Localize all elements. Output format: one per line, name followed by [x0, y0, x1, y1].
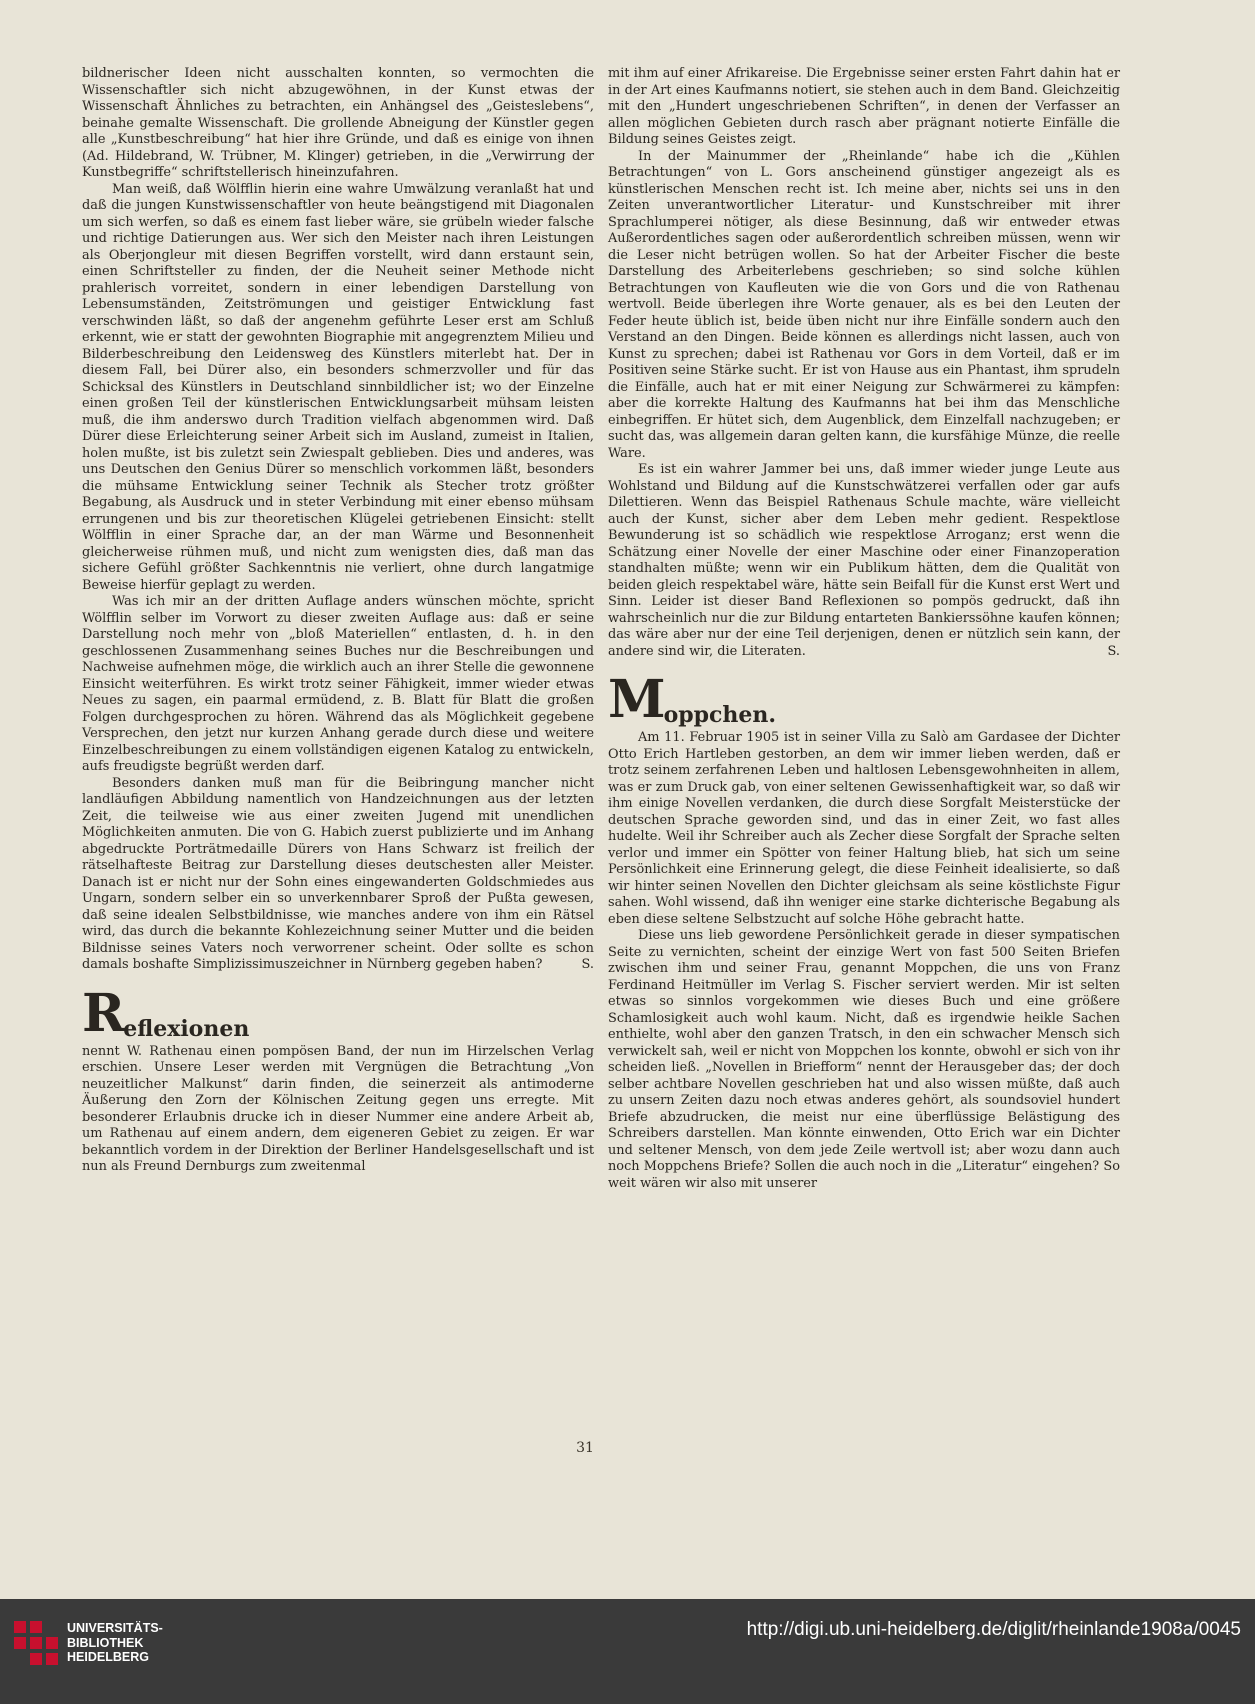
paragraph: Diese uns lieb gewordene Persönlichkeit gerade in dieser sympatischen Seite zu vernichten, scheint der einzige Wert von fast 500 Seiten Briefen zwischen ihm und seiner Frau, genannt Moppchen, die uns von Franz Ferdinand Heitmüller im Verlag S. Fischer serviert werden. Mir ist selten etwas so sinnlos vorgekommen wie dieses Buch und eine größere Schamlosigkeit auch wohl kaum. Nicht, daß es irgendwie heikle Sachen enthielte, wohl aber den ganzen Tratsch, in den ein schwacher Mensch sich verwickelt sah, weil er nicht von Moppchen los konnte, obwohl er sich von ihr scheiden ließ. „Novellen in Briefform“ nennt der Herausgeber das; der doch selber achtbare Novellen geschrieben hat und also wissen müßte, daß auch zu unsern Zeiten dazu noch etwas anderes gehört, als soundsoviel hundert Briefe abzudrucken, die meist nur eine überflüssige Belästigung des Schreibers darstellen. Man könnte einwenden, Otto Erich war ein Dichter und seltener Mensch, von dem jede Zeile wertvoll ist; aber wozu dann auch noch Moppchens Briefe? Sollen die auch noch in die „Literatur“ eingehen? So weit wären wir also mit unserer	[608, 928, 1120, 1191]
author-signature: S.	[581, 957, 594, 972]
paragraph: nennt W. Rathenau einen pompösen Band, der nun im Hirzelschen Verlag erschien. Unsere Leser werden mit Vergnügen die Betrachtung „Von neuzeitlicher Malkunst“ darin finden, die seinerzeit als antimoderne Äußerung den Zorn der Kölnischen Zeitung gegen uns erregte. Mit besonderer Erlaubnis drucke ich in dieser Nummer eine andere Arbeit ab, um Rathenau auf einem andern, dem eigeneren Gebiet zu zeigen. Er war bekanntlich vordem in der Direktion der Berliner Handelsgesellschaft und ist nun als Freund Dernburgs zum zweitenmal	[82, 1043, 594, 1174]
left-column	[82, 66, 594, 1176]
drop-initial: R	[82, 982, 124, 1044]
page-number: 31	[576, 1440, 594, 1456]
section-heading-reflexionen	[82, 982, 594, 1044]
paragraph: Man weiß, daß Wölfflin hierin eine wahre Umwälzung veranlaßt hat und daß die jungen Kunstwissenschaftler von heute beängstigend mit Diagonalen um sich werfen, so daß es einem fast lieber wäre, sie grübeln wieder falsche und richtige Datierungen aus. Wer sich den Meister nach ihren Leistungen als Oberjongleur mit diesen Begriffen vorstellt, wird dann erstaunt sein, einen Schriftsteller zu finden, der die Neuheit seiner Methode nicht prahlerisch vorreitet, sondern in einer lebendigen Darstellung von Lebensumständen, Zeitströmungen und geistiger Entwicklung fast verschwinden läßt, so daß der angenehm geführte Leser erst am Schluß erkennt, wie er statt der gewohnten Biographie mit angegrenztem Milieu und Bilderbeschreibung den Leidensweg des Künstlers miterlebt hat. Der in diesem Fall, bei Dürer also, ein besonders schmerzvoller und für das Schicksal des Künstlers in Deutschland sinnbildlicher ist; wo der Einzelne einen großen Teil der künstlerischen Entwicklungsarbeit mühsam leisten muß, die ihm anderswo durch Tradition vielfach abgenommen wird. Daß Dürer diese Erleichterung seiner Arbeit sich im Ausland, zumeist in Italien, holen mußte, ist bis zuletzt sein Zwiespalt geblieben. Dies und anderes, was uns Deutschen den Genius Dürer so menschlich vorkommen läßt, besonders die mühsame Entwicklung seiner Technik als Stecher trotz größter Begabung, als Ausdruck und in steter Verbindung mit einer ebenso mühsam errungenen und bis zur theoretischen Klügelei getriebenen Einsicht: stellt Wölfflin in einer Sprache dar, an der man Wärme und Besonnenheit gleicherweise rühmen muß, und nicht zum wenigsten dies, daß man das sichere Gefühl größter Sachkenntnis nie verliert, ohne durch langatmige Beweise hierfür geplagt zu werden.	[82, 181, 594, 593]
paragraph: Es ist ein wahrer Jammer bei uns, daß immer wieder junge Leute aus Wohlstand und Bildung auf die Kunstschwätzerei verfallen oder gar aufs Dilettieren. Wenn das Beispiel Rathenaus Schule machte, wäre vielleicht auch der Kunst, sicher aber dem Leben mehr gedient. Respektlose Bewunderung ist so schädlich wie respektlose Arroganz; erst wenn die Schätzung einer Novelle der einer Maschine oder einer Finanzoperation standhalten müßte; wenn wir ein Publikum hätten, dem die Qualität von beiden gleich respektabel wäre, hätte sein Beifall für die Kunst erst Wert und Sinn. Leider ist dieser Band Reflexionen so pompös gedruckt, daß ihn wahrscheinlich nur die zur Bildung entarteten Bankierssöhne kaufen können; das wäre aber nur der eine Teil derjenigen, denen er nützlich sein kann, der andere sind wir, die Literaten.	[608, 462, 1120, 659]
permalink-url[interactable]: http://digi.ub.uni-heidelberg.de/diglit/rheinlande1908a/0045	[746, 1619, 1241, 1640]
paragraph	[82, 776, 594, 974]
drop-initial: M	[608, 669, 664, 730]
heading-text: oppchen.	[663, 702, 777, 728]
section-heading-moppchen	[608, 669, 1120, 730]
logo-line: BIBLIOTHEK	[67, 1635, 144, 1650]
paragraph: Was ich mir an der dritten Auflage anders wünschen möchte, spricht Wölfflin selber im Vorwort zu dieser zweiten Auflage aus: daß er seine Darstellung noch mehr von „bloß Materiellen“ entlasten, d. h. in den geschlossenen Zusammenhang seines Buches nur die Beschreibungen und Nachweise aufnehmen möge, die wirklich auch an ihrer Stelle die gewonnene Einsicht weiterführen. Es wirkt trotz seiner Fähigkeit, immer wieder etwas Neues zu sagen, ein paarmal ermüdend, z. B. Blatt für Blatt die großen Folgen durchgesprochen zu hören. Während das als Möglichkeit gegebene Versprechen, den jetzt nur kurzen Anhang gerade durch diese und weitere Einzelbeschreibungen zu einem vollständigen eigenen Katalog zu entwickeln, aufs freudigste begrüßt werden darf.	[82, 594, 594, 774]
paragraph: mit ihm auf einer Afrikareise. Die Ergebnisse seiner ersten Fahrt dahin hat er in der Art eines Kaufmanns notiert, sie stehen auch in dem Band. Gleichzeitig mit den „Hundert ungeschriebenen Schriften“, in denen der Verfasser an allen möglichen Gebieten durch rasch aber prägnant notierte Einfälle die Bildung seines Geistes zeigt.	[608, 66, 1120, 147]
author-signature: S.	[1107, 643, 1120, 659]
paragraph: Am 11. Februar 1905 ist in seiner Villa zu Salò am Gardasee der Dichter Otto Erich Hartleben gestorben, an dem wir immer lieben werden, daß er trotz seinem zerfahrenen Leben und haltlosen Lebensgewohnheiten in allem, was er zum Druck gab, von einer seltenen Gewissenhaftigkeit war, so daß wir ihm einige Novellen verdanken, die durch diese Sorgfalt Meisterstücke der deutschen Sprache geworden sind, und das in einer Zeit, wo fast alles hudelte. Weil ihr Schreiber auch als Zecher diese Sorgfalt der Sprache selten verlor und immer ein Spötter von feiner Haltung blieb, hat sich um seine Persönlichkeit eine Erinnerung gelegt, die diese Feinheit idealisierte, so daß wir hinter seinen Novellen den Dichter gleichsam als seine köstlichste Figur sahen. Wohl wissend, daß ihn weniger eine starke dichterische Begabung als eben diese seltene Selbstzucht auf solche Höhe gebracht hatte.	[608, 730, 1120, 927]
footer-bar	[0, 1599, 1255, 1704]
paragraph: bildnerischer Ideen nicht ausschalten konnten, so vermochten die Wissenschaftler sich nicht abzugewöhnen, in der Kunst etwas der Wissenschaft Ähnliches zu betrachten, ein Anhängsel des „Geisteslebens“, beinahe gemalte Wissenschaft. Die grollende Abneigung der Künstler gegen alle „Kunstbeschreibung“ hat hier ihre Gründe, und daß es einige von ihnen (Ad. Hildebrand, W. Trübner, M. Klinger) getrieben, in die „Verwirrung der Kunstbegriffe“ schriftstellerisch hineinzufahren.	[82, 66, 594, 180]
library-name[interactable]	[67, 1621, 163, 1665]
paragraph-text: Besonders danken muß man für die Beibringung mancher nicht landläufigen Abbildung namentlich von Handzeichnungen aus der letzten Zeit, die teilweise wie aus einer zweiten Jugend mit unendlichen Möglichkeiten anmuten. Die von G. Habich zuerst publizierte und im Anhang abgedruckte Porträtmedaille Dürers von Hans Schwarz ist freilich der rätselhafteste Beitrag zur Darstellung dieses deutschesten aller Meister. Danach ist er nicht nur der Sohn eines eingewanderten Goldschmiedes aus Ungarn, sondern selber ein so unverkennbarer Sproß der Pußta gewesen, daß seine idealen Selbstbildnisse, wie manches andere von ihm ein Rätsel wird, das durch die bekannte Kohlezeichnung seiner Mutter und die beiden Bildnisse seines Vaters noch verworrener scheint. Oder sollte es schon damals boshafte Simplizissimuszeichner in Nürnberg gegeben haben?	[82, 775, 594, 972]
right-column	[608, 66, 1120, 1192]
university-library-logo-icon[interactable]	[12, 1619, 60, 1667]
heading-text: eflexionen	[123, 1015, 250, 1042]
logo-line: HEIDELBERG	[67, 1650, 149, 1664]
paragraph: In der Mainummer der „Rheinlande“ habe ich die „Kühlen Betrachtungen“ von L. Gors anscheinend günstiger angezeigt als es künstlerischen Menschen recht ist. Ich meine aber, nichts sei uns in den Zeiten unverantwortlicher Literatur- und Kunstschreiber mit ihrer Sprachlumperei nötiger, als diese Besinnung, daß wir entweder etwas Außerordentliches sagen oder außerordentlich schreiben müssen, wenn wir die Leser nicht betrügen wollen. So hat der Arbeiter Fischer die beste Darstellung des Arbeiterlebens geschrieben; so sind solche kühlen Betrachtungen von Kaufleuten wie die von Gors und die von Rathenau wertvoll. Beide überlegen ihre Worte genauer, als es bei den Leuten der Feder heute üblich ist, beide üben nicht nur ihre Einfälle sondern auch den Verstand an den Dingen. Beide können es allerdings nicht lassen, auch von Kunst zu sprechen; dabei ist Rathenau vor Gors in dem Vorteil, daß er im Positiven seine Stärke sucht. Er ist von Hause aus ein Phantast, ihm sprudeln die Einfälle, auch hat er mit einer Neigung zur Schwärmerei zu kämpfen: aber die korrekte Haltung des Kaufmanns hat bei ihm das Menschliche einbegriffen. Er hütet sich, dem Augenblick, dem Einzelfall nachzugeben; er sucht das, was allgemein daran gelten kann, die kursfähige Münze, die reelle Ware.	[608, 148, 1120, 461]
logo-line: UNIVERSITÄTS-	[67, 1621, 163, 1635]
